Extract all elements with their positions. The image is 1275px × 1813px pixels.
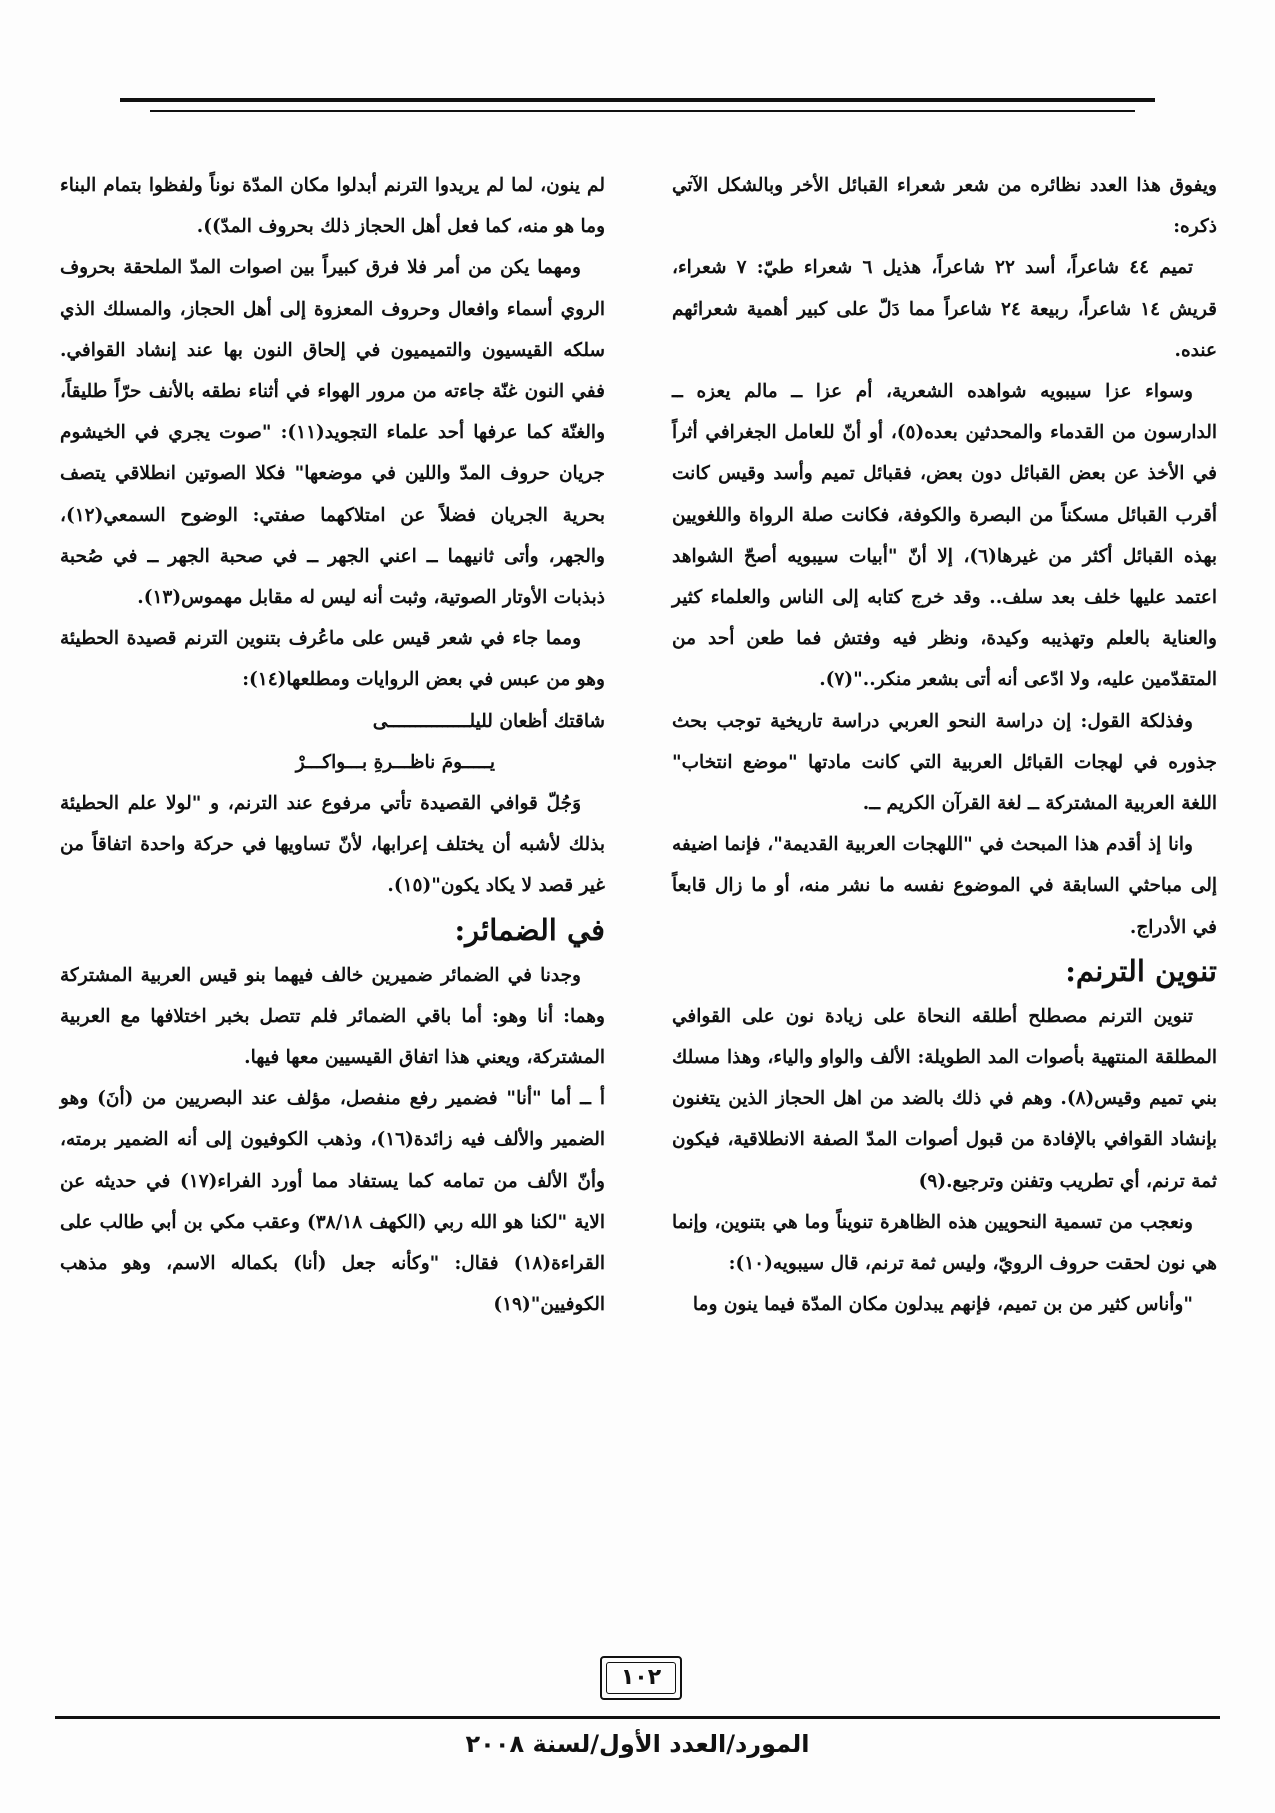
header-rule-thick (120, 98, 1155, 102)
paragraph: وسواء عزا سيبويه شواهده الشعرية، أم عزا ــ مالم يعزه ــ الدارسون من القدماء والمحدثين بعده(٥)، أو أنّ للعامل الجغرافي أثراً في الأخذ عن بعض القبائل دون بعض، فقبائل تميم وأسد وقيس كانت أقرب القبائل مسكناً من البصرة والكوفة، فكانت صلة الرواة واللغويين بهذه القبائل أكثر من غيرها(٦)، إلا أنّ "أبيات سيبويه أصحّ الشواهد اعتمد عليها خلف بعد سلف.. وقد خرج كتابه إلى الناس والعلماء كثير والعناية بالعلم وتهذيبه وكيدة، ونظر فيه وفتش فما طعن أحد من المتقدّمين عليه، ولا ادّعى أنه أتى بشعر منكر.."(٧). (672, 381, 1217, 691)
page-number-frame (600, 1656, 682, 1700)
section-heading-tanween: تنوين الترنم: (1065, 953, 1217, 988)
page-number: ١٠٢ (606, 1662, 676, 1694)
left-column (60, 165, 605, 1325)
paragraph: أ ــ أما "أنا" فضمير رفع منفصل، مؤلف عند البصريين من (أنَ) وهو الضمير والألف فيه زائدة(١٦)، وذهب الكوفيون إلى أنه الضمير برمته، وأنّ الألف من تمامه كما يستفاد مما أورد الفراء(١٧) في حديثه عن الاية "لكنا هو الله ربي (الكهف ٣٨/١٨) وعقب مكي بن أبي طالب على القراءة(١٨) فقال: "وكأنه جعل (أنا) بكماله الاسم، وهو مذهب الكوفيين"(١٩) (60, 1088, 605, 1316)
paragraph: ومما جاء في شعر قيس على ماعُرف بتنوين الترنم قصيدة الحطيئة وهو من عبس في بعض الروايات ومطلعها(١٤): (60, 628, 605, 691)
verse-line-2: يـــــومَ ناظـــرةِ بـــواكـــرْ (295, 751, 495, 773)
paragraph: ومهما يكن من أمر فلا فرق كبيراً بين اصوات المدّ الملحقة بحروف الروي أسماء وافعال وحروف المعزوة إلى أهل الحجاز، والمسلك الذي سلكه القيسيون والتميميون في إلحاق النون بها عند إنشاد القوافي. ففي النون غنّة جاءته من مرور الهواء في أثناء نطقه بالأنف حرّاً طليقاً، والغنّة كما عرفها أحد علماء التجويد(١١): "صوت يجري في الخيشوم جريان حروف المدّ واللين في موضعها" فكلا الصوتين انطلاقي يتصف بحرية الجريان فضلاً عن امتلاكهما صفتي: الوضوح السمعي(١٢)، والجهر، وأتى ثانيهما ــ اعني الجهر ــ في صحبة الجهر ــ في صُحبة ذبذبات الأوتار الصوتية، وثبت أنه ليس له مقابل مهموس(١٣). (60, 257, 605, 609)
footer-rule (55, 1716, 1220, 1719)
paragraph: وانا إذ أقدم هذا المبحث في "اللهجات العربية القديمة"، فإنما اضيفه إلى مباحثي السابقة في الموضوع نفسه ما نشر منه، أو ما زال قابعاً في الأدراج. (672, 834, 1217, 938)
paragraph: ونعجب من تسمية النحويين هذه الظاهرة تنويناً وما هي بتنوين، وإنما هي نون لحقت حروف الرويّ، وليس ثمة ترنم، قال سيبويه(١٠): (672, 1211, 1217, 1275)
paragraph: تنوين الترنم مصطلح أطلقه النحاة على زيادة نون على القوافي المطلقة المنتهية بأصوات المد الطويلة: الألف والواو والياء، وهذا مسلك بني تميم وقيس(٨). وهم في ذلك بالضد من اهل الحجاز الذين يتغنون بإنشاد القوافي بالإفادة من قبول أصوات المدّ الصفة الانطلاقية، فيكون ثمة ترنم، أي تطريب وتفنن وترجيع.(٩) (672, 1005, 1217, 1192)
journal-footer: المورد/العدد الأول/لسنة ٢٠٠٨ (465, 1730, 810, 1758)
paragraph: "وأناس كثير من بن تميم، فإنهم يبدلون مكان المدّة فيما ينون وما (692, 1294, 1193, 1316)
paragraph: وجدنا في الضمائر ضميرين خالف فيهما بنو قيس العربية المشتركة وهما: أنا وهو: أما باقي الضمائر فلم تتصل بخبر اختلافها مع العربية المشتركة، ويعني هذا اتفاق القيسيين معها فيها. (60, 964, 605, 1069)
paragraph: وَجُلّ قوافي القصيدة تأتي مرفوع عند الترنم، و "لولا علم الحطيئة بذلك لأشبه أن يختلف إعرابها، لأنّ تساويها في حركة واحدة اتفاقاً من غير قصد لا يكاد يكون"(١٥). (60, 793, 605, 897)
paragraph: لم ينون، لما لم يريدوا الترنم أبدلوا مكان المدّة نوناً ولفظوا بتمام البناء وما هو منه، كما فعل أهل الحجاز ذلك بحروف المدّ)). (60, 175, 605, 238)
right-column (672, 165, 1217, 1325)
paragraph: وفذلكة القول: إن دراسة النحو العربي دراسة تاريخية توجب بحث جذوره في لهجات القبائل العربية التي كانت مادتها "موضع انتخاب" اللغة العربية المشتركة ــ لغة القرآن الكريم ــ. (672, 710, 1217, 815)
header-rule-thin (150, 110, 1135, 112)
section-heading-pronouns: في الضمائر: (454, 912, 605, 947)
paragraph: تميم ٤٤ شاعراً، أسد ٢٢ شاعراً، هذيل ٦ شعراء طيّ: ٧ شعراء، قريش ١٤ شاعراً، ربيعة ٢٤ شاعراً مما دَلّ على كبير أهمية شعرائهم عنده. (672, 257, 1218, 361)
verse-line-1: شاقتك أظعان لليلـــــــــــــــى (372, 710, 605, 732)
paragraph: ويفوق هذا العدد نظائره من شعر شعراء القبائل الأخر وبالشكل الآتي ذكره: (672, 175, 1217, 238)
